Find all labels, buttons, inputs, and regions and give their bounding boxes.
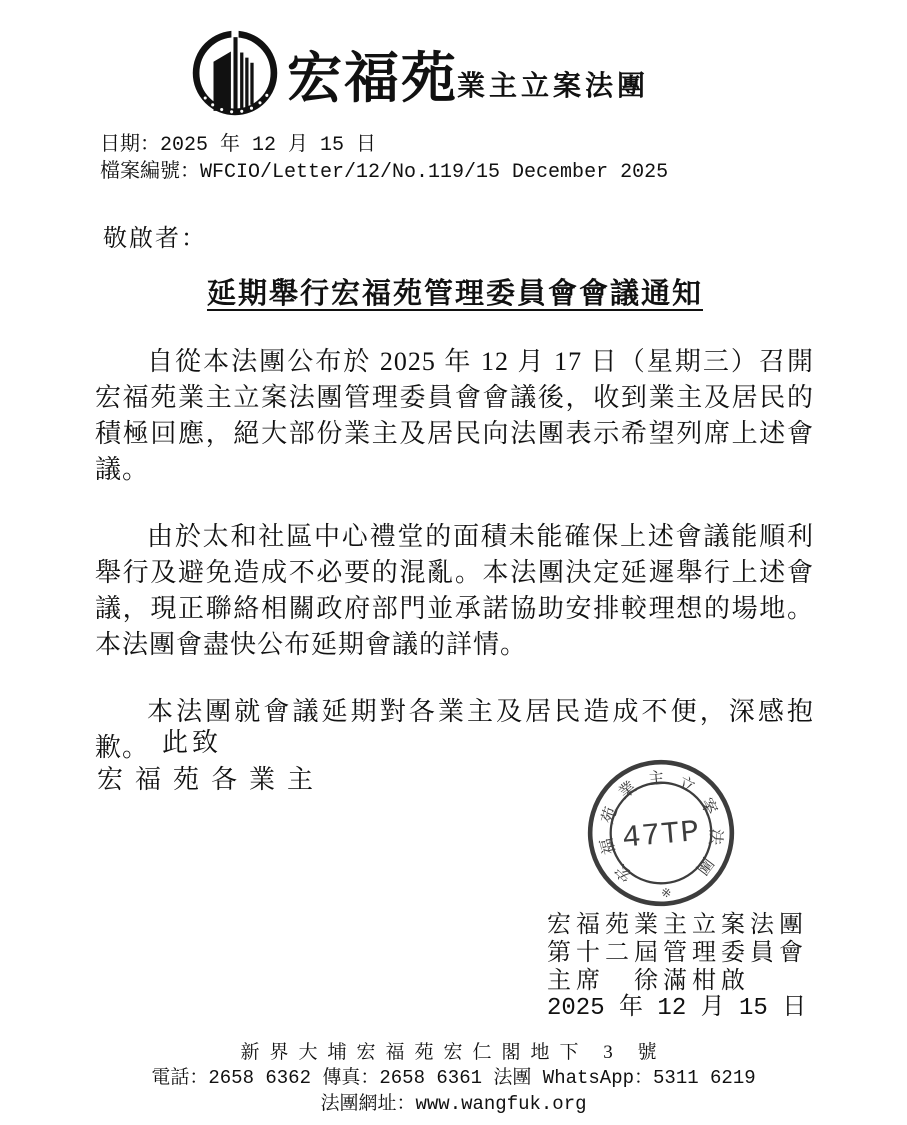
- paragraph-2: 由於太和社區中心禮堂的面積未能確保上述會議能順利舉行及避免造成不必要的混亂。本法團決定延遲舉行上述會議，現正聯絡相關政府部門並承諾協助安排較理想的場地。本法團會盡快公布延期會議的詳情。: [95, 522, 814, 659]
- date-value: 2025 年 12 月 15 日: [160, 134, 377, 157]
- footer-address: 新界大埔宏福苑宏仁閣地下 3 號: [240, 1042, 667, 1063]
- ref-value: WFCIO/Letter/12/No.119/15 December 2025: [200, 161, 669, 184]
- footer-website: 法團網址：www.wangfuk.org: [320, 1093, 587, 1115]
- closing: 此致: [162, 728, 223, 757]
- building-in-circle-icon: [192, 30, 278, 116]
- doc-title: 延期舉行宏福苑管理委員會會議通知: [206, 278, 703, 310]
- paragraph-1: 自從本法團公布於 2025 年 12 月 17 日（星期三）召開宏福苑業主立案法團管理委員會會議後，收到業主及居民的積極回應，絕大部份業主及居民向法團表示希望列席上述會議。: [95, 347, 814, 484]
- date-label: 日期：: [100, 133, 160, 155]
- corporation-seal-stamp: [578, 750, 745, 917]
- org-name-large: 宏福苑: [287, 48, 459, 109]
- ref-line: [100, 154, 668, 184]
- svg-text:案: 案: [696, 794, 722, 819]
- paragraph-3: 本法團就會議延期對各業主及居民造成不便，深感抱歉。: [95, 697, 814, 762]
- footer-contacts: 電話：2658 6362 傳真：2658 6361 法團 WhatsApp：5311 6219: [151, 1067, 756, 1089]
- date-line: [100, 127, 376, 157]
- signature-block: [547, 911, 808, 1023]
- stamp-center-text: 47TP: [620, 814, 702, 857]
- stamp-bottom-mark: ※: [660, 884, 672, 900]
- signature-org: 宏福苑業主立案法團: [547, 912, 808, 938]
- svg-text:立: 立: [675, 772, 699, 797]
- signature-committee: 第十二屆管理委員會: [547, 940, 808, 966]
- svg-text:團: 團: [692, 853, 718, 879]
- org-name-suffix: 業主立案法團: [457, 71, 650, 102]
- svg-text:苑: 苑: [597, 804, 621, 827]
- ref-label: 檔案編號：: [100, 160, 200, 182]
- svg-text:主: 主: [647, 768, 666, 789]
- doc-title-wrap: [95, 271, 815, 312]
- svg-text:法: 法: [705, 827, 726, 846]
- svg-text:福: 福: [596, 835, 620, 857]
- svg-text:宏: 宏: [611, 860, 637, 886]
- svg-text:業: 業: [614, 777, 640, 803]
- signature-chairman: 主席 徐滿柑啟: [547, 968, 750, 994]
- salutation: 敬啟者：: [103, 226, 207, 252]
- addressee: 宏福苑各業主: [97, 765, 326, 794]
- signature-date: 2025 年 12 月 15 日: [547, 995, 807, 1022]
